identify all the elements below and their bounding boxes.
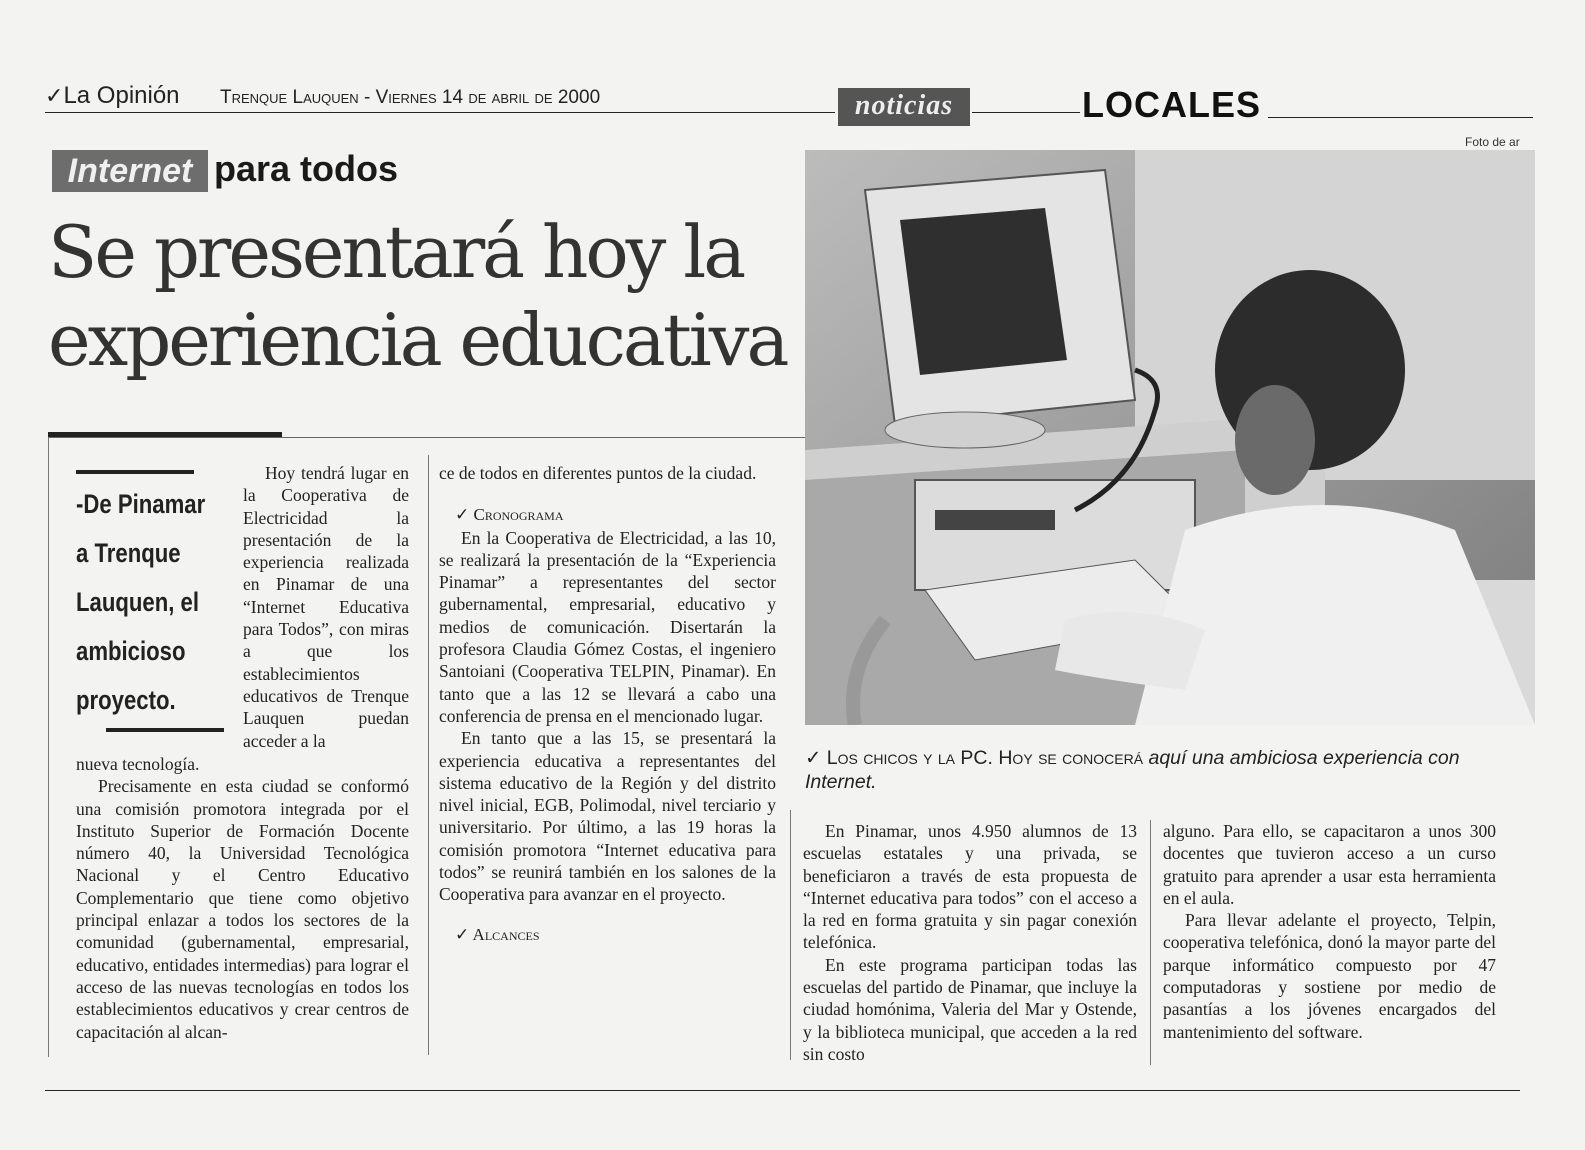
column-rule-left xyxy=(48,437,49,1057)
header-rule-mid xyxy=(972,112,1080,113)
paper-name: La Opinión xyxy=(63,82,180,109)
pull-quote: -De Pinamar a Trenque Lauquen, el ambicioso proyecto. xyxy=(76,489,206,715)
caption-rest: aquí una ambiciosa experiencia con Internet. xyxy=(805,747,1460,793)
col1-paragraph-1-end: nueva tecnología. xyxy=(76,754,200,774)
col4-paragraph-2: Para llevar adelante el proyecto, Telpin, cooperativa telefónica, donó la mayor parte del parque informático compuesto por 47 computadoras y sostiene por medio de pasantías a los jóvenes encargados del mantenimiento del software. xyxy=(1163,910,1496,1042)
col2-paragraph-3: En tanto que a las 15, se presentará la experiencia educativa a representantes del sistema educativo de la Región y del distrito nivel inicial, EGB, Polimodal, nivel terciario y universitario. Por último, a las 19 horas la comisión promotora “Internet educativa para todos” se reunirá también en los salones de la Cooperativa para avanzar en el proyecto. xyxy=(439,728,776,905)
col3-body xyxy=(803,820,1137,1065)
pull-rule-bottom xyxy=(106,728,224,732)
section-tag: noticias xyxy=(838,88,970,126)
header-rule-right xyxy=(1268,117,1533,118)
column-rule-1 xyxy=(428,455,429,1055)
headline xyxy=(48,208,788,384)
col2-paragraph-2: En la Cooperativa de Electricidad, a las 10, se realizará la presentación de la “Experiencia Pinamar” a representantes del sector gubernamental, empresarial, educativo y medios de comunicación. Disertarán la profesora Claudia Gómez Costas, el ingeniero Santoiani (Cooperativa TELPIN, Pinamar). En tanto que a las 12 se llevará a cabo una conferencia de prensa en el mencionado lugar. xyxy=(439,527,776,726)
place-date: Trenque Lauquen - Viernes 14 de abril de 2000 xyxy=(220,87,601,108)
photo-credit: Foto de ar xyxy=(1465,135,1520,149)
headline-line-2: experiencia educativa xyxy=(48,298,787,382)
photo-caption xyxy=(805,746,1525,794)
article-photo xyxy=(805,150,1535,725)
headline-line-1: Se presentará hoy la xyxy=(48,210,744,294)
col1-body xyxy=(76,753,409,1043)
header-rule xyxy=(45,112,835,113)
subhead-alcances: ✓ Alcances xyxy=(455,924,540,944)
caption-check-icon: ✓ xyxy=(805,747,822,769)
kicker-text: para todos xyxy=(214,148,399,189)
col4-body xyxy=(1163,820,1496,1043)
col2-body xyxy=(439,462,776,946)
caption-lead: Los chicos y la PC. Hoy se conocerá xyxy=(826,747,1144,769)
check-icon: ✓ xyxy=(45,83,64,108)
col3-paragraph-1: En Pinamar, unos 4.950 alumnos de 13 escuelas estatales y una privada, se beneficiaron a través de esta propuesta de “Internet educativa para todos” con el acceso a la red en forma gratuita y sin pagar conexión telefónica. xyxy=(803,821,1137,953)
col1-beside xyxy=(243,462,409,752)
footer-rule xyxy=(45,1090,1520,1091)
column-rule-2 xyxy=(790,810,791,1060)
headline-thin-rule xyxy=(48,437,805,438)
col4-paragraph-1: alguno. Para ello, se capacitaron a unos 300 docentes que tuvieron acceso a un curso gratuito para aprender a usar esta herramienta en el aula. xyxy=(1163,821,1496,908)
col2-paragraph-1: ce de todos en diferentes puntos de la ciudad. xyxy=(439,463,757,483)
col3-paragraph-2: En este programa participan todas las escuelas del partido de Pinamar, que incluye la ciudad homónima, Valeria del Mar y Ostende, y la biblioteca municipal, que acceden a la red sin costo xyxy=(803,954,1137,1064)
col1-paragraph-1: Hoy tendrá lugar en la Cooperativa de Electricidad la presentación de la experiencia realizada en Pinamar de una “Internet Educativa para Todos”, con miras a que los establecimientos educativos de Trenque Lauquen puedan acceder a la xyxy=(243,463,409,751)
kicker-box: Internet xyxy=(52,150,208,192)
subhead-cronograma: ✓ Cronograma xyxy=(455,505,564,525)
masthead xyxy=(45,82,180,110)
photo-illustration xyxy=(805,150,1535,725)
section-title: LOCALES xyxy=(1082,84,1262,125)
column-rule-3 xyxy=(1150,820,1151,1065)
col1-paragraph-2: Precisamente en esta ciudad se conformó una comisión promotora integrada por el Instituto Superior de Formación Docente número 40, la Universidad Tecnológica Nacional y el Centro Educativo Complementario que tiene como objetivo principal enlazar a todos los sectores de la comunidad (gubernamental, empresarial, educativo, entidades intermedias) para lograr el acceso de las nuevas tecnologías en todos los establecimientos educativos y crear centros de capacitación al alcan- xyxy=(76,776,409,1042)
pull-rule-top xyxy=(76,470,194,474)
